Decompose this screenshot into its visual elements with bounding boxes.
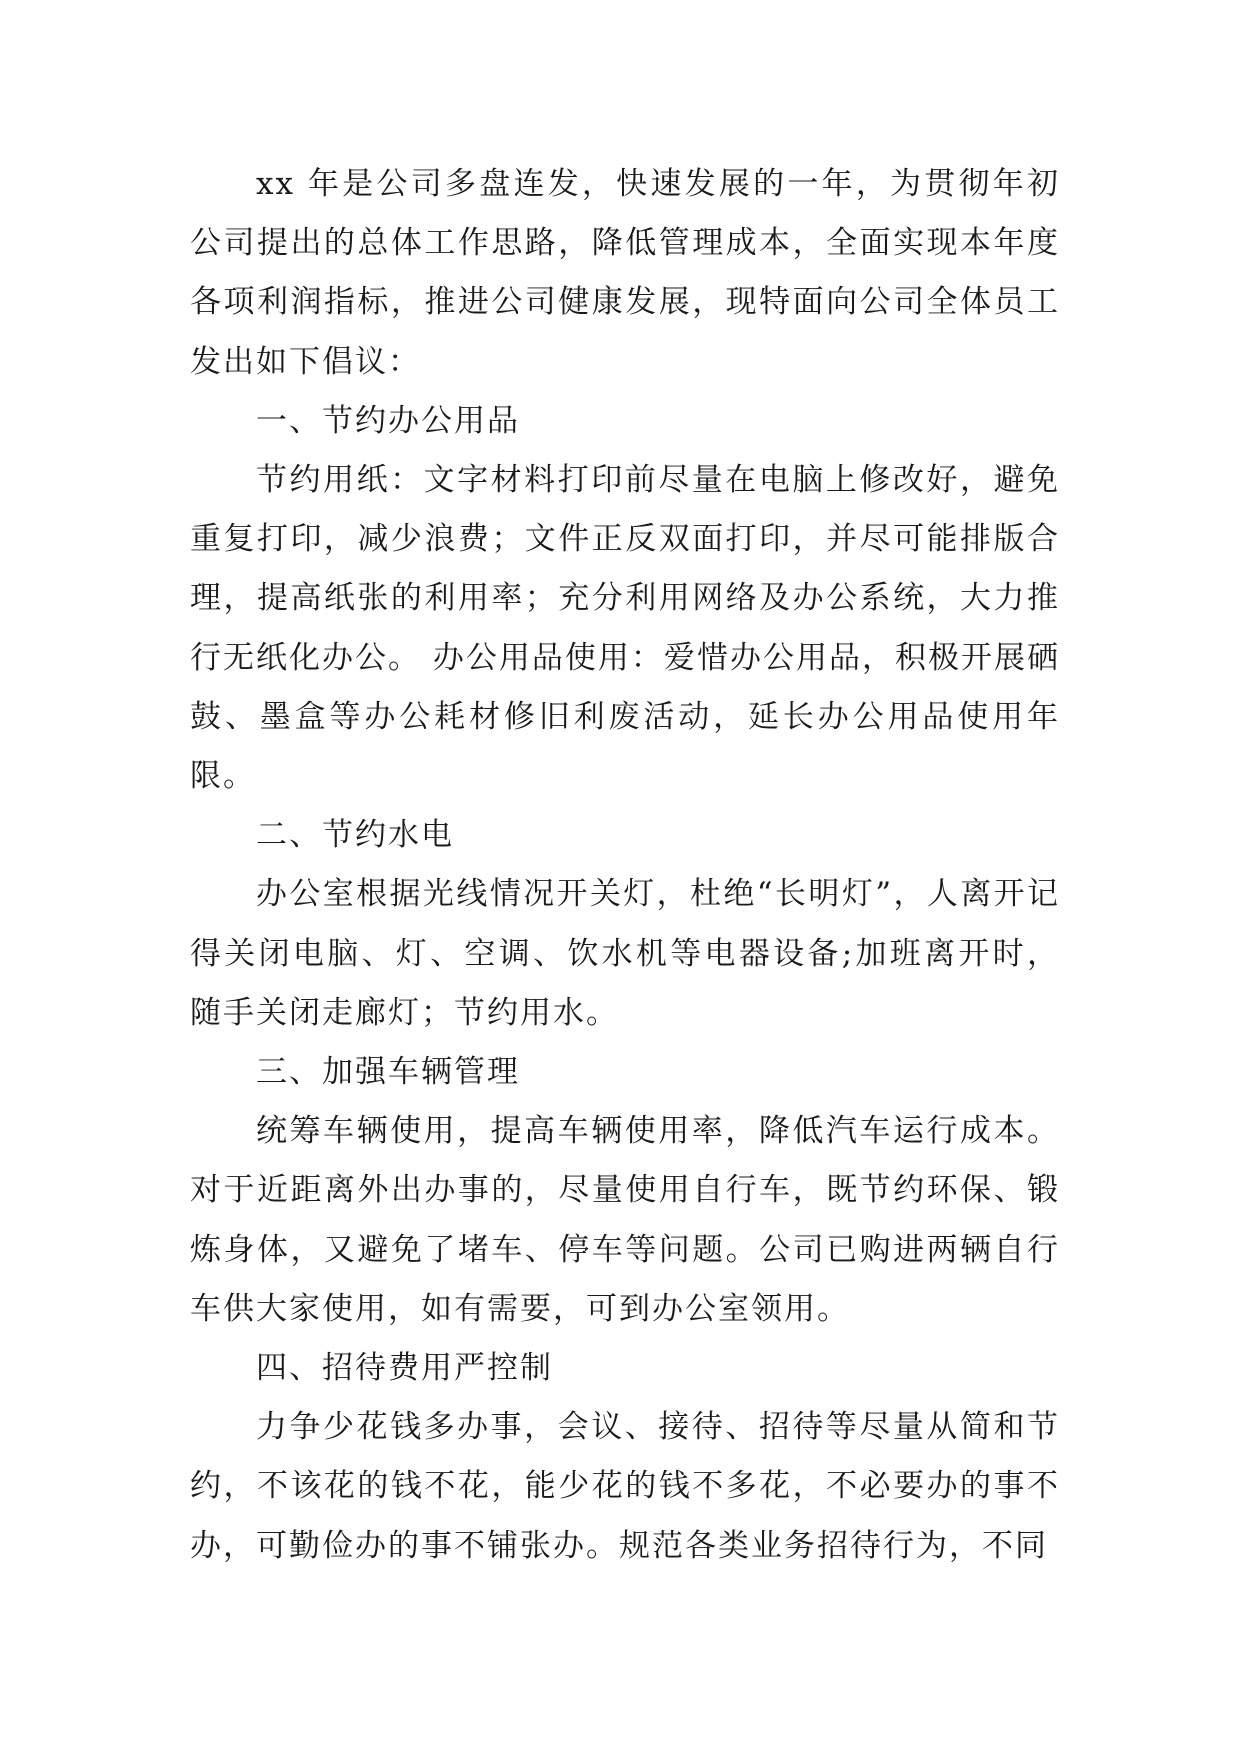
section-heading-office-supplies: 一、节约办公用品: [256, 402, 520, 439]
section-heading-vehicle-management: 三、加强车辆管理: [256, 1054, 520, 1091]
intro-paragraph: xx 年是公司多盘连发，快速发展的一年，为贯彻年初公司提出的总体工作思路，降低管理成本，全面实现本年度各项利润指标，推进公司健康发展，现特面向公司全体员工发出如下倡议：: [190, 166, 1060, 380]
hospitality-control-paragraph: 力争少花钱多办事，会议、接待、招待等尽量从简和节约，不该花的钱不花，能少花的钱不多花，不必要办的事不办，可勤俭办的事不铺张办。规范各类业务招待行为，不同: [190, 1409, 1060, 1564]
water-electricity-paragraph: 办公室根据光线情况开关灯，杜绝“长明灯”，人离开记得关闭电脑、灯、空调、饮水机等电器设备;加班离开时，随手关闭走廊灯；节约用水。: [190, 876, 1060, 1031]
section-heading-hospitality-control: 四、招待费用严控制: [256, 1350, 553, 1387]
document-body: [190, 155, 1060, 1576]
section-heading-water-electricity: 二、节约水电: [256, 817, 454, 854]
vehicle-management-paragraph: 统筹车辆使用，提高车辆使用率，降低汽车运行成本。对于近距离外出办事的，尽量使用自行车，既节约环保、锻炼身体，又避免了堵车、停车等问题。公司已购进两辆自行车供大家使用，如有需要，可到办公室领用。: [190, 1113, 1060, 1327]
office-supplies-paragraph: 节约用纸：文字材料打印前尽量在电脑上修改好，避免重复打印，减少浪费；文件正反双面打印，并尽可能排版合理，提高纸张的利用率；充分利用网络及办公系统，大力推行无纸化办公。 办公用品使用：爱惜办公用品，积极开展硒鼓、墨盒等办公耗材修旧利废活动，延长办公用品使用年限。: [190, 462, 1060, 795]
